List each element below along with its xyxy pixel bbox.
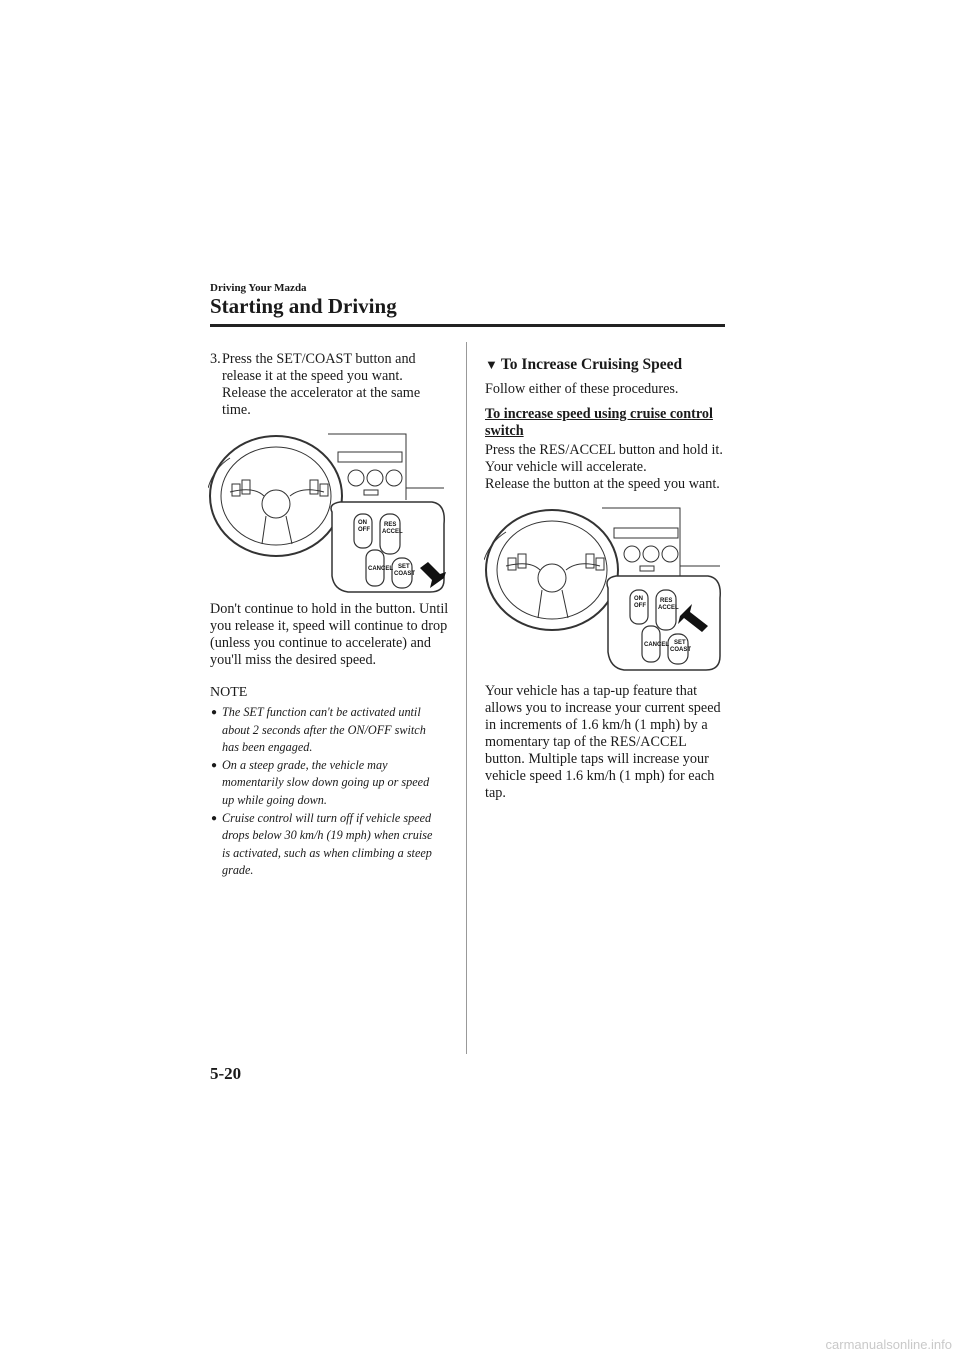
tapup-line-7: tap. bbox=[485, 785, 506, 801]
column-divider bbox=[466, 342, 467, 1054]
subsection-heading-text: To Increase Cruising Speed bbox=[500, 356, 683, 373]
header-rule bbox=[210, 324, 725, 327]
para-line-4: you'll miss the desired speed. bbox=[210, 652, 377, 668]
fig2-res-label: RES bbox=[660, 598, 673, 604]
note-1-line-3: has been engaged. bbox=[222, 740, 313, 755]
step-line-2: release it at the speed you want. bbox=[222, 368, 403, 384]
bullet-icon: ● bbox=[211, 707, 218, 718]
note-3-line-2: drops below 30 km/h (19 mph) when cruise bbox=[222, 828, 433, 843]
note-list bbox=[210, 704, 460, 880]
tapup-line-3: in increments of 1.6 km/h (1 mph) by a bbox=[485, 717, 708, 733]
fig2-accel-label: ACCEL bbox=[658, 605, 679, 611]
proc-line-2: Your vehicle will accelerate. bbox=[485, 459, 647, 475]
tap-up-paragraph bbox=[485, 683, 725, 802]
note-1-line-1: The SET function can't be activated until bbox=[222, 705, 421, 719]
fig1-accel-label: ACCEL bbox=[382, 529, 403, 535]
note-item bbox=[210, 704, 460, 757]
subheading-line-2: switch bbox=[485, 423, 524, 439]
para-line-2: you release it, speed will continue to drop bbox=[210, 618, 448, 634]
note-item bbox=[210, 757, 460, 810]
tapup-line-2: allows you to increase your current speed bbox=[485, 700, 721, 716]
note-1-line-2: about 2 seconds after the ON/OFF switch bbox=[222, 722, 426, 737]
procedure-text bbox=[485, 442, 725, 493]
note-3-line-1: Cruise control will turn off if vehicle speed bbox=[222, 810, 432, 825]
subsection-heading bbox=[485, 356, 725, 374]
para-line-1: Don't continue to hold in the button. Until bbox=[210, 601, 449, 617]
fig1-set-label: SET bbox=[398, 564, 410, 570]
watermark: carmanualsonline.info bbox=[825, 1337, 952, 1352]
note-2-line-2: momentarily slow down going up or speed bbox=[222, 775, 430, 790]
bullet-icon: ● bbox=[211, 812, 218, 824]
step-line-3: Release the accelerator at the same bbox=[222, 385, 421, 401]
procedure-intro: Follow either of these procedures. bbox=[485, 381, 679, 397]
fig2-on-label: ON bbox=[634, 596, 643, 602]
tapup-line-4: momentary tap of the RES/ACCEL bbox=[485, 734, 687, 750]
note-3-line-3: is activated, such as when climbing a steep bbox=[222, 845, 432, 860]
fig2-cancel-label: CANCEL bbox=[644, 642, 669, 648]
fig2-set-label: SET bbox=[674, 640, 686, 646]
fig2-coast-label: COAST bbox=[670, 647, 691, 653]
paragraph-hold-warning bbox=[210, 601, 450, 669]
note-3-line-4: grade. bbox=[222, 863, 254, 878]
page-number: 5-20 bbox=[210, 1064, 242, 1083]
subheading-line-1: To increase speed using cruise control bbox=[485, 406, 713, 422]
fig2-off-label: OFF bbox=[634, 603, 646, 609]
step-line-1: Press the SET/COAST button and bbox=[222, 351, 416, 367]
tapup-line-6: vehicle speed 1.6 km/h (1 mph) for each bbox=[485, 768, 715, 784]
fig1-coast-label: COAST bbox=[394, 571, 415, 577]
step-number: 3. bbox=[210, 351, 221, 367]
fig1-on-label: ON bbox=[358, 520, 367, 526]
note-item bbox=[210, 810, 460, 880]
proc-line-1: Press the RES/ACCEL button and hold it. bbox=[485, 442, 723, 458]
note-2-line-3: up while going down. bbox=[222, 792, 327, 807]
fig1-cancel-label: CANCEL bbox=[368, 566, 393, 572]
note-heading: NOTE bbox=[210, 685, 248, 700]
heading-triangle-icon: ▼ bbox=[485, 357, 498, 372]
step-3 bbox=[210, 351, 462, 419]
para-line-3: (unless you continue to accelerate) and bbox=[210, 635, 431, 651]
bullet-icon: ● bbox=[211, 759, 218, 771]
fig1-off-label: OFF bbox=[358, 527, 370, 533]
proc-line-3: Release the button at the speed you want. bbox=[485, 476, 720, 492]
steering-wheel-res-accel-figure bbox=[484, 500, 728, 676]
procedure-subheading bbox=[485, 406, 725, 440]
tapup-line-1: Your vehicle has a tap-up feature that bbox=[485, 683, 698, 699]
section-label: Driving Your Mazda bbox=[210, 282, 307, 294]
fig1-res-label: RES bbox=[384, 522, 397, 528]
note-2-line-1: On a steep grade, the vehicle may bbox=[222, 757, 388, 772]
tapup-line-5: button. Multiple taps will increase your bbox=[485, 751, 709, 767]
step-line-4: time. bbox=[222, 402, 251, 418]
section-title: Starting and Driving bbox=[210, 294, 397, 318]
steering-wheel-set-coast-figure bbox=[208, 428, 452, 598]
